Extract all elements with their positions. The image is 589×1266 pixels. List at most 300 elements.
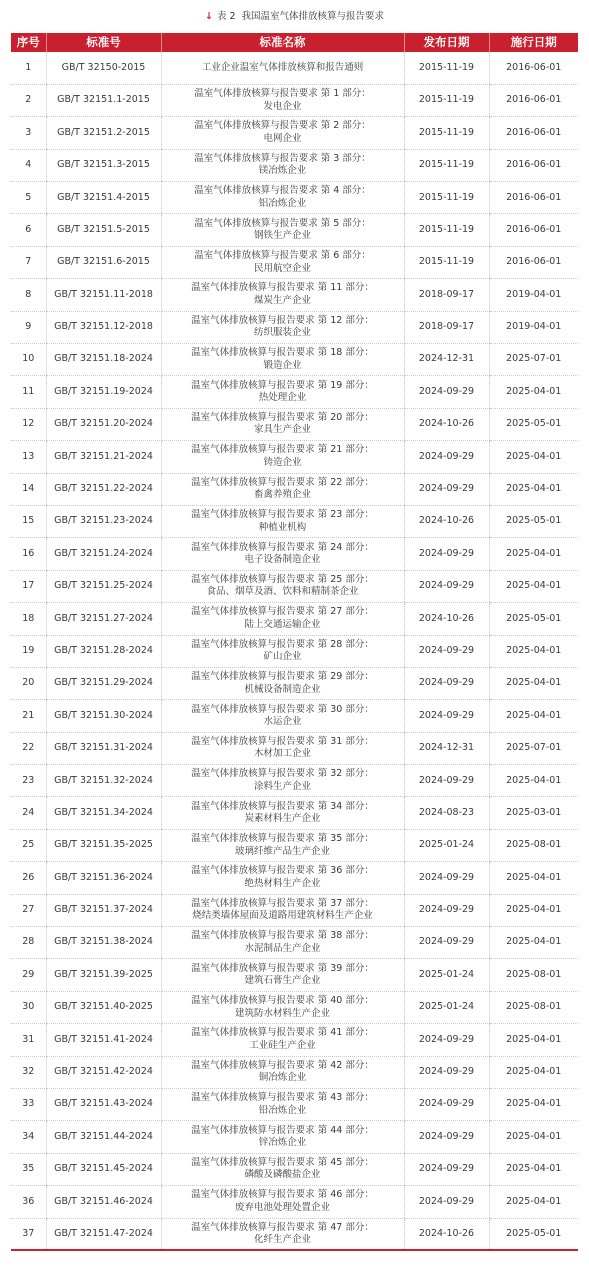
standard-name-line-2: 电子设备制造企业 — [244, 554, 321, 566]
effective-date: 2025-04-01 — [489, 927, 578, 959]
row-index: 15 — [11, 505, 46, 537]
header-effective-date: 施行日期 — [489, 33, 578, 52]
standard-name-line-2: 纺织服装企业 — [253, 327, 311, 339]
publish-date: 2024-09-29 — [404, 538, 489, 570]
standard-name-line-1: 温室气体排放核算与报告要求 第 36 部分： — [191, 865, 374, 877]
row-index: 26 — [11, 862, 46, 894]
standard-code: GB/T 32151.43-2024 — [46, 1089, 161, 1121]
standard-name-line-1: 温室气体排放核算与报告要求 第 2 部分： — [194, 120, 371, 132]
standard-code: GB/T 32151.35-2025 — [46, 829, 161, 861]
standard-code: GB/T 32151.22-2024 — [46, 473, 161, 505]
row-index: 3 — [11, 117, 46, 149]
effective-date: 2025-04-01 — [489, 1056, 578, 1088]
standard-name-line-2: 食品、烟草及酒、饮料和精制茶企业 — [206, 586, 359, 598]
standard-name-line-2: 煤炭生产企业 — [253, 294, 311, 306]
standard-name-line-2: 锌冶炼企业 — [258, 1137, 307, 1149]
standard-name — [161, 959, 404, 991]
publish-date: 2024-09-29 — [404, 441, 489, 473]
standard-name — [161, 700, 404, 732]
row-index: 32 — [11, 1056, 46, 1088]
table-row — [11, 473, 578, 505]
standard-name-line-2: 涂料生产企业 — [253, 780, 311, 792]
publish-date: 2024-09-29 — [404, 635, 489, 667]
standard-name-line-1: 温室气体排放核算与报告要求 第 37 部分： — [191, 897, 374, 909]
effective-date: 2025-05-01 — [489, 603, 578, 635]
table-row — [11, 603, 578, 635]
standard-name — [161, 1089, 404, 1121]
standard-name — [161, 182, 404, 214]
standard-name — [161, 505, 404, 537]
row-index: 2 — [11, 84, 46, 116]
row-index: 19 — [11, 635, 46, 667]
row-index: 18 — [11, 603, 46, 635]
standard-name — [161, 1121, 404, 1153]
standard-code: GB/T 32151.24-2024 — [46, 538, 161, 570]
row-index: 27 — [11, 894, 46, 926]
standard-code: GB/T 32151.6-2015 — [46, 246, 161, 278]
standard-code: GB/T 32151.1-2015 — [46, 84, 161, 116]
publish-date: 2024-09-29 — [404, 473, 489, 505]
publish-date: 2024-10-26 — [404, 603, 489, 635]
standard-name-line-1: 温室气体排放核算与报告要求 第 46 部分： — [191, 1189, 374, 1201]
standard-code: GB/T 32151.19-2024 — [46, 376, 161, 408]
standard-name-line-1: 温室气体排放核算与报告要求 第 45 部分： — [191, 1156, 374, 1168]
standard-name-line-2: 矿山企业 — [263, 651, 302, 663]
standard-name-line-1: 温室气体排放核算与报告要求 第 27 部分： — [191, 606, 374, 618]
standard-name — [161, 1153, 404, 1185]
standard-name — [161, 376, 404, 408]
table-row — [11, 505, 578, 537]
table-row — [11, 732, 578, 764]
table-row — [11, 991, 578, 1023]
row-index: 30 — [11, 991, 46, 1023]
publish-date: 2024-09-29 — [404, 1056, 489, 1088]
standard-name-line-1: 温室气体排放核算与报告要求 第 39 部分： — [191, 962, 374, 974]
row-index: 34 — [11, 1121, 46, 1153]
standard-name — [161, 765, 404, 797]
table-number: 表 2 — [216, 11, 236, 22]
table-row — [11, 894, 578, 926]
standard-name — [161, 1218, 404, 1250]
standard-code: GB/T 32151.2-2015 — [46, 117, 161, 149]
table-row — [11, 52, 578, 84]
row-index: 29 — [11, 959, 46, 991]
standard-name-line-2: 民用航空企业 — [253, 262, 311, 274]
standard-name — [161, 667, 404, 699]
table-row — [11, 311, 578, 343]
publish-date: 2024-10-26 — [404, 505, 489, 537]
standard-name-line-1: 温室气体排放核算与报告要求 第 30 部分： — [191, 703, 374, 715]
standard-name-line-2: 铝冶炼企业 — [258, 197, 307, 209]
header-name: 标准名称 — [161, 33, 404, 52]
effective-date: 2025-04-01 — [489, 1153, 578, 1185]
row-index: 33 — [11, 1089, 46, 1121]
standard-name-line-1: 温室气体排放核算与报告要求 第 34 部分： — [191, 800, 374, 812]
standard-name — [161, 797, 404, 829]
standard-code: GB/T 32151.32-2024 — [46, 765, 161, 797]
effective-date: 2025-04-01 — [489, 1186, 578, 1218]
standard-name-line-2: 家具生产企业 — [253, 424, 311, 436]
standard-name-line-2: 建筑石膏生产企业 — [244, 975, 321, 987]
publish-date: 2024-09-29 — [404, 1153, 489, 1185]
table-row — [11, 829, 578, 861]
row-index: 10 — [11, 344, 46, 376]
table-row — [11, 1153, 578, 1185]
effective-date: 2016-06-01 — [489, 149, 578, 181]
standard-code: GB/T 32151.12-2018 — [46, 311, 161, 343]
publish-date: 2024-09-29 — [404, 765, 489, 797]
row-index: 31 — [11, 1024, 46, 1056]
standard-name — [161, 927, 404, 959]
effective-date: 2025-04-01 — [489, 635, 578, 667]
effective-date: 2025-04-01 — [489, 1024, 578, 1056]
standard-name-line-1: 温室气体排放核算与报告要求 第 31 部分： — [191, 735, 374, 747]
standard-code: GB/T 32151.30-2024 — [46, 700, 161, 732]
publish-date: 2015-11-19 — [404, 246, 489, 278]
standard-name-line-1: 温室气体排放核算与报告要求 第 44 部分： — [191, 1124, 374, 1136]
effective-date: 2016-06-01 — [489, 117, 578, 149]
standards-table — [11, 33, 578, 1251]
standard-code: GB/T 32151.25-2024 — [46, 570, 161, 602]
row-index: 24 — [11, 797, 46, 829]
row-index: 13 — [11, 441, 46, 473]
effective-date: 2025-04-01 — [489, 570, 578, 602]
standard-name-line-1: 温室气体排放核算与报告要求 第 28 部分： — [191, 638, 374, 650]
publish-date: 2018-09-17 — [404, 279, 489, 311]
standard-code: GB/T 32151.41-2024 — [46, 1024, 161, 1056]
row-index: 23 — [11, 765, 46, 797]
standard-name — [161, 991, 404, 1023]
standard-name — [161, 214, 404, 246]
effective-date: 2025-04-01 — [489, 1089, 578, 1121]
publish-date: 2018-09-17 — [404, 311, 489, 343]
standard-name-line-2: 炭素材料生产企业 — [244, 813, 321, 825]
effective-date: 2025-04-01 — [489, 894, 578, 926]
standard-code: GB/T 32151.20-2024 — [46, 408, 161, 440]
row-index: 12 — [11, 408, 46, 440]
table-row — [11, 1089, 578, 1121]
standard-name-line-2: 水运企业 — [263, 716, 302, 727]
row-index: 20 — [11, 667, 46, 699]
standard-name-line-2: 畜禽养殖企业 — [253, 489, 311, 501]
publish-date: 2015-11-19 — [404, 84, 489, 116]
row-index: 22 — [11, 732, 46, 764]
standard-name-line-1: 温室气体排放核算与报告要求 第 38 部分： — [191, 930, 374, 942]
standard-name-line-1: 温室气体排放核算与报告要求 第 43 部分： — [191, 1092, 374, 1104]
standard-name-line-1: 温室气体排放核算与报告要求 第 32 部分： — [191, 768, 374, 780]
standard-name-line-2: 发电企业 — [263, 100, 302, 112]
table-row — [11, 862, 578, 894]
table-header-row — [11, 33, 578, 52]
header-index: 序号 — [11, 33, 46, 52]
row-index: 21 — [11, 700, 46, 732]
standard-code: GB/T 32151.4-2015 — [46, 182, 161, 214]
standard-name — [161, 52, 404, 84]
publish-date: 2024-09-29 — [404, 927, 489, 959]
standard-name — [161, 246, 404, 278]
standard-name-line-1: 温室气体排放核算与报告要求 第 29 部分： — [191, 671, 374, 683]
publish-date: 2025-01-24 — [404, 991, 489, 1023]
standard-name — [161, 862, 404, 894]
standard-name-line-1: 温室气体排放核算与报告要求 第 5 部分： — [194, 217, 371, 229]
table-row — [11, 700, 578, 732]
row-index: 9 — [11, 311, 46, 343]
table-row — [11, 279, 578, 311]
effective-date: 2025-04-01 — [489, 700, 578, 732]
publish-date: 2015-11-19 — [404, 117, 489, 149]
row-index: 28 — [11, 927, 46, 959]
effective-date: 2025-05-01 — [489, 408, 578, 440]
publish-date: 2015-11-19 — [404, 214, 489, 246]
publish-date: 2024-08-23 — [404, 797, 489, 829]
standard-code: GB/T 32151.3-2015 — [46, 149, 161, 181]
table-row — [11, 1024, 578, 1056]
standard-code: GB/T 32151.42-2024 — [46, 1056, 161, 1088]
standard-name-line-1: 温室气体排放核算与报告要求 第 24 部分： — [191, 541, 374, 553]
standard-name-line-2: 铸造企业 — [263, 456, 302, 468]
table-row — [11, 1218, 578, 1250]
standard-code: GB/T 32150-2015 — [46, 52, 161, 84]
effective-date: 2025-08-01 — [489, 829, 578, 861]
effective-date: 2025-08-01 — [489, 991, 578, 1023]
effective-date: 2016-06-01 — [489, 246, 578, 278]
standard-code: GB/T 32151.21-2024 — [46, 441, 161, 473]
publish-date: 2024-09-29 — [404, 667, 489, 699]
table-row — [11, 376, 578, 408]
standard-name — [161, 149, 404, 181]
publish-date: 2025-01-24 — [404, 959, 489, 991]
standard-name-line-1: 温室气体排放核算与报告要求 第 22 部分： — [191, 476, 374, 488]
standard-code: GB/T 32151.47-2024 — [46, 1218, 161, 1250]
publish-date: 2024-09-29 — [404, 570, 489, 602]
effective-date: 2025-04-01 — [489, 862, 578, 894]
row-index: 11 — [11, 376, 46, 408]
publish-date: 2024-12-31 — [404, 344, 489, 376]
publish-date: 2015-11-19 — [404, 182, 489, 214]
effective-date: 2025-05-01 — [489, 1218, 578, 1250]
table-row — [11, 927, 578, 959]
table-title: 我国温室气体排放核算与报告要求 — [241, 11, 385, 22]
standard-name-line-1: 温室气体排放核算与报告要求 第 4 部分： — [194, 185, 371, 197]
row-index: 1 — [11, 52, 46, 84]
standard-name-line-1: 温室气体排放核算与报告要求 第 12 部分： — [191, 314, 374, 326]
standard-code: GB/T 32151.23-2024 — [46, 505, 161, 537]
standard-code: GB/T 32151.27-2024 — [46, 603, 161, 635]
header-publish-date: 发布日期 — [404, 33, 489, 52]
publish-date: 2024-09-29 — [404, 1024, 489, 1056]
standard-name — [161, 279, 404, 311]
standard-name-line-1: 温室气体排放核算与报告要求 第 42 部分： — [191, 1059, 374, 1071]
effective-date: 2016-06-01 — [489, 84, 578, 116]
standard-name-line-1: 温室气体排放核算与报告要求 第 35 部分： — [191, 833, 374, 845]
publish-date: 2024-12-31 — [404, 732, 489, 764]
standard-code: GB/T 32151.34-2024 — [46, 797, 161, 829]
standard-name-line-1: 工业企业温室气体排放核算和报告通则 — [201, 61, 364, 73]
publish-date: 2015-11-19 — [404, 149, 489, 181]
standard-name-line-2: 铜冶炼企业 — [258, 1072, 307, 1084]
publish-date: 2025-01-24 — [404, 829, 489, 861]
standard-name-line-2: 钢铁生产企业 — [253, 230, 311, 242]
standard-name — [161, 732, 404, 764]
standard-code: GB/T 32151.18-2024 — [46, 344, 161, 376]
effective-date: 2019-04-01 — [489, 311, 578, 343]
standard-name — [161, 603, 404, 635]
standard-name-line-1: 温室气体排放核算与报告要求 第 3 部分： — [194, 152, 371, 164]
row-index: 8 — [11, 279, 46, 311]
standard-code: GB/T 32151.5-2015 — [46, 214, 161, 246]
standard-name — [161, 635, 404, 667]
effective-date: 2025-04-01 — [489, 1121, 578, 1153]
row-index: 36 — [11, 1186, 46, 1218]
row-index: 25 — [11, 829, 46, 861]
row-index: 5 — [11, 182, 46, 214]
standard-name-line-2: 木材加工企业 — [253, 748, 311, 760]
standard-code: GB/T 32151.40-2025 — [46, 991, 161, 1023]
standard-name-line-2: 工业硅生产企业 — [249, 1039, 316, 1051]
effective-date: 2025-05-01 — [489, 505, 578, 537]
publish-date: 2015-11-19 — [404, 52, 489, 84]
standard-name-line-1: 温室气体排放核算与报告要求 第 20 部分： — [191, 411, 374, 423]
standard-code: GB/T 32151.29-2024 — [46, 667, 161, 699]
standard-name — [161, 1056, 404, 1088]
standard-name-line-2: 热处理企业 — [258, 392, 307, 404]
effective-date: 2019-04-01 — [489, 279, 578, 311]
standard-code: GB/T 32151.11-2018 — [46, 279, 161, 311]
standard-name-line-2: 陆上交通运输企业 — [244, 618, 321, 630]
table-row — [11, 1121, 578, 1153]
effective-date: 2016-06-01 — [489, 52, 578, 84]
publish-date: 2024-09-29 — [404, 1186, 489, 1218]
effective-date: 2016-06-01 — [489, 182, 578, 214]
effective-date: 2025-08-01 — [489, 959, 578, 991]
standard-name-line-2: 磷酸及磷酸盐企业 — [244, 1169, 321, 1181]
row-index: 16 — [11, 538, 46, 570]
standard-name-line-2: 玻璃纤维产品生产企业 — [234, 845, 330, 857]
publish-date: 2024-10-26 — [404, 1218, 489, 1250]
standard-name-line-2: 电网企业 — [263, 132, 302, 144]
standard-name — [161, 408, 404, 440]
effective-date: 2025-04-01 — [489, 441, 578, 473]
standard-name — [161, 570, 404, 602]
standard-name-line-2: 锻造企业 — [263, 359, 302, 371]
table-row — [11, 117, 578, 149]
effective-date: 2025-07-01 — [489, 344, 578, 376]
standard-code: GB/T 32151.38-2024 — [46, 927, 161, 959]
table-row — [11, 797, 578, 829]
standard-name — [161, 1024, 404, 1056]
publish-date: 2024-09-29 — [404, 862, 489, 894]
table-row — [11, 408, 578, 440]
standard-name — [161, 473, 404, 505]
table-row — [11, 959, 578, 991]
effective-date: 2025-04-01 — [489, 765, 578, 797]
table-row — [11, 1056, 578, 1088]
publish-date: 2024-09-29 — [404, 376, 489, 408]
standard-name-line-2: 镁冶炼企业 — [258, 165, 307, 177]
standard-name-line-2: 水泥制品生产企业 — [244, 942, 321, 954]
standard-name-line-2: 化纤生产企业 — [253, 1234, 311, 1245]
standard-code: GB/T 32151.39-2025 — [46, 959, 161, 991]
table-row — [11, 84, 578, 116]
standard-name-line-2: 机械设备制造企业 — [244, 683, 321, 695]
standard-name — [161, 538, 404, 570]
red-down-arrow-icon: ↓ — [204, 11, 213, 22]
row-index: 35 — [11, 1153, 46, 1185]
standard-name-line-1: 温室气体排放核算与报告要求 第 21 部分： — [191, 444, 374, 456]
row-index: 4 — [11, 149, 46, 181]
standard-name-line-1: 温室气体排放核算与报告要求 第 40 部分： — [191, 995, 374, 1007]
row-index: 7 — [11, 246, 46, 278]
standard-code: GB/T 32151.28-2024 — [46, 635, 161, 667]
standard-name — [161, 117, 404, 149]
table-row — [11, 667, 578, 699]
effective-date: 2025-04-01 — [489, 376, 578, 408]
publish-date: 2024-10-26 — [404, 408, 489, 440]
standard-name-line-2: 种植业机构 — [258, 521, 307, 533]
standard-code: GB/T 32151.45-2024 — [46, 1153, 161, 1185]
table-row — [11, 246, 578, 278]
publish-date: 2024-09-29 — [404, 1121, 489, 1153]
table-row — [11, 441, 578, 473]
standard-name — [161, 441, 404, 473]
publish-date: 2024-09-29 — [404, 1089, 489, 1121]
effective-date: 2025-04-01 — [489, 473, 578, 505]
standard-name — [161, 1186, 404, 1218]
table-row — [11, 765, 578, 797]
effective-date: 2025-04-01 — [489, 538, 578, 570]
standard-code: GB/T 32151.31-2024 — [46, 732, 161, 764]
publish-date: 2024-09-29 — [404, 894, 489, 926]
standard-name-line-2: 铅冶炼企业 — [258, 1104, 307, 1116]
standard-name-line-1: 温室气体排放核算与报告要求 第 25 部分： — [191, 573, 374, 585]
table-row — [11, 344, 578, 376]
standard-name-line-2: 绝热材料生产企业 — [244, 877, 321, 889]
table-row — [11, 1186, 578, 1218]
standard-code: GB/T 32151.37-2024 — [46, 894, 161, 926]
standard-name-line-1: 温室气体排放核算与报告要求 第 18 部分： — [191, 347, 374, 359]
header-code: 标准号 — [46, 33, 161, 52]
standard-name — [161, 311, 404, 343]
standard-name — [161, 894, 404, 926]
table-row — [11, 570, 578, 602]
standard-name-line-1: 温室气体排放核算与报告要求 第 23 部分： — [191, 509, 374, 521]
table-row — [11, 182, 578, 214]
publish-date: 2024-09-29 — [404, 700, 489, 732]
table-caption — [0, 8, 589, 22]
effective-date: 2025-07-01 — [489, 732, 578, 764]
standard-name-line-2: 建筑防水材料生产企业 — [234, 1007, 330, 1019]
table-row — [11, 214, 578, 246]
effective-date: 2025-04-01 — [489, 667, 578, 699]
standard-name-line-1: 温室气体排放核算与报告要求 第 19 部分： — [191, 379, 374, 391]
row-index: 6 — [11, 214, 46, 246]
effective-date: 2025-03-01 — [489, 797, 578, 829]
standard-name-line-2: 废弃电池处理处置企业 — [234, 1201, 330, 1213]
standard-name — [161, 829, 404, 861]
row-index: 37 — [11, 1218, 46, 1250]
standard-code: GB/T 32151.46-2024 — [46, 1186, 161, 1218]
standard-name-line-1: 温室气体排放核算与报告要求 第 41 部分： — [191, 1027, 374, 1039]
standard-code: GB/T 32151.44-2024 — [46, 1121, 161, 1153]
table-row — [11, 149, 578, 181]
standard-name — [161, 84, 404, 116]
row-index: 17 — [11, 570, 46, 602]
standard-name — [161, 344, 404, 376]
standard-code: GB/T 32151.36-2024 — [46, 862, 161, 894]
table-row — [11, 635, 578, 667]
standard-name-line-1: 温室气体排放核算与报告要求 第 47 部分： — [191, 1221, 374, 1233]
standard-name-line-1: 温室气体排放核算与报告要求 第 1 部分： — [194, 88, 371, 100]
